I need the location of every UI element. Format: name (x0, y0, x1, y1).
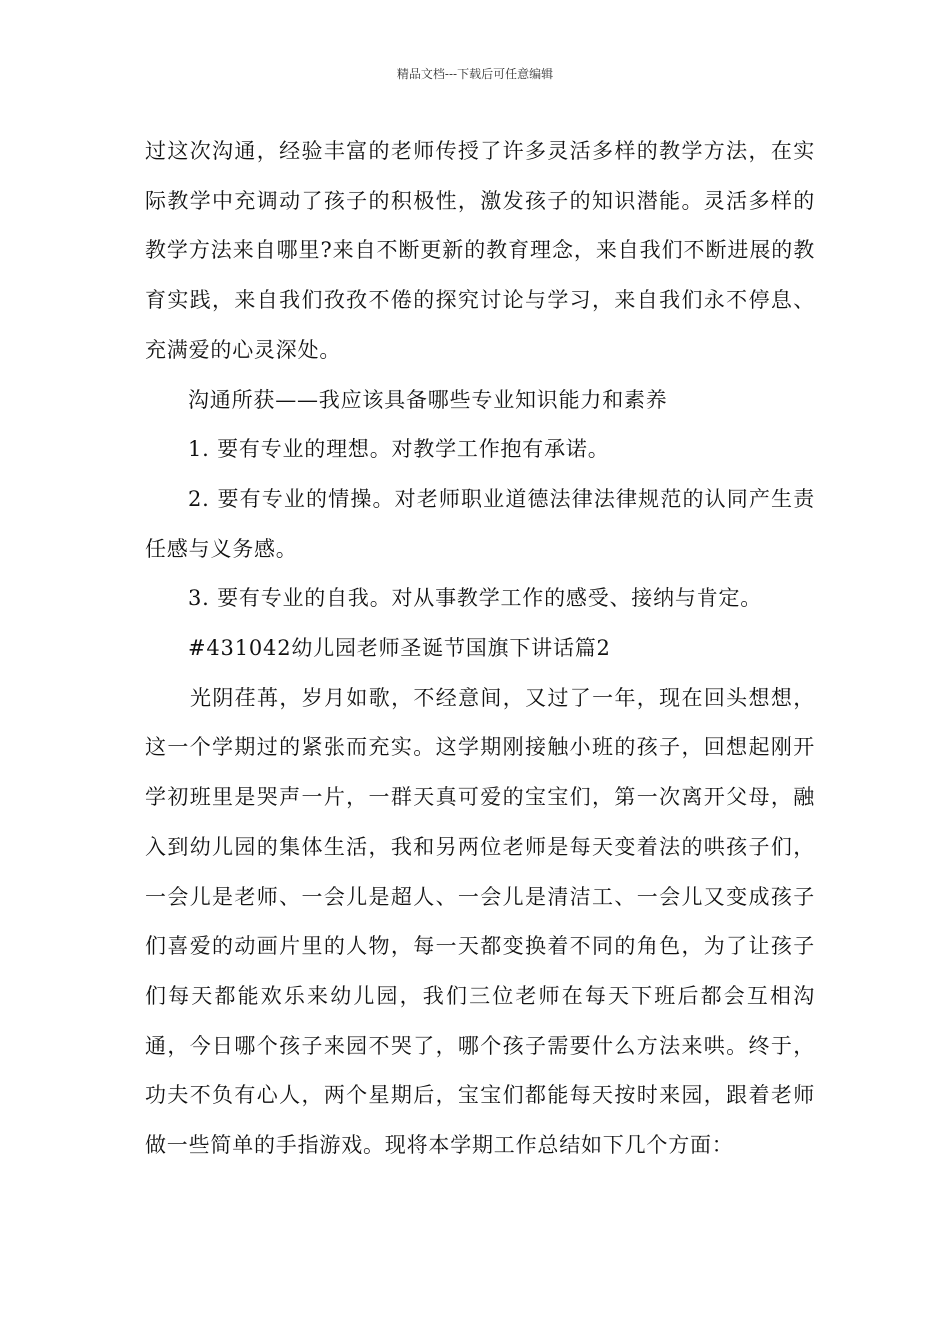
list-item-self: 3. 要有专业的自我。对从事教学工作的感受、接纳与肯定。 (188, 586, 763, 611)
paragraph-continuation: 过这次沟通，经验丰富的老师传授了许多灵活多样的教学方法，在实际教学中充调动了孩子的积极性，激发孩子的知识潜能。灵活多样的教学方法来自哪里?来自不断更新的教育理念，来自我们不断进展的教育实践，来自我们孜孜不倦的探究讨论与学习，来自我们永不停息、充满爱的心灵深处。 (145, 139, 815, 362)
page-header: 精品文档---下载后可任意编辑 (396, 67, 554, 81)
list-item-sentiment: 2. 要有专业的情操。对老师职业道德法律法律规范的认同产生责任感与义务感。 (145, 486, 815, 561)
paragraph-summary: 光阴荏苒，岁月如歌，不经意间，又过了一年，现在回头想想，这一个学期过的紧张而充实。这学期刚接触小班的孩子，回想起刚开学初班里是哭声一片，一群天真可爱的宝宝们，第一次离开父母，融入到幼儿园的集体生活，我和另两位老师是每天变着法的哄孩子们，一会儿是老师、一会儿是超人、一会儿是清洁工、一会儿又变成孩子们喜爱的动画片里的人物，每一天都变换着不同的角色，为了让孩子们每天都能欢乐来幼儿园，我们三位老师在每天下班后都会互相沟通，今日哪个孩子来园不哭了，哪个孩子需要什么方法来哄。终于，功夫不负有心人，两个星期后，宝宝们都能每天按时来园，跟着老师做一些简单的手指游戏。现将本学期工作总结如下几个方面： (145, 685, 815, 1158)
document-body (145, 127, 815, 1171)
article-title: #431042幼儿园老师圣诞节国旗下讲话篇2 (188, 636, 611, 661)
list-item-ideal: 1. 要有专业的理想。对教学工作抱有承诺。 (188, 437, 610, 462)
section-heading-gains: 沟通所获——我应该具备哪些专业知识能力和素养 (188, 387, 668, 412)
